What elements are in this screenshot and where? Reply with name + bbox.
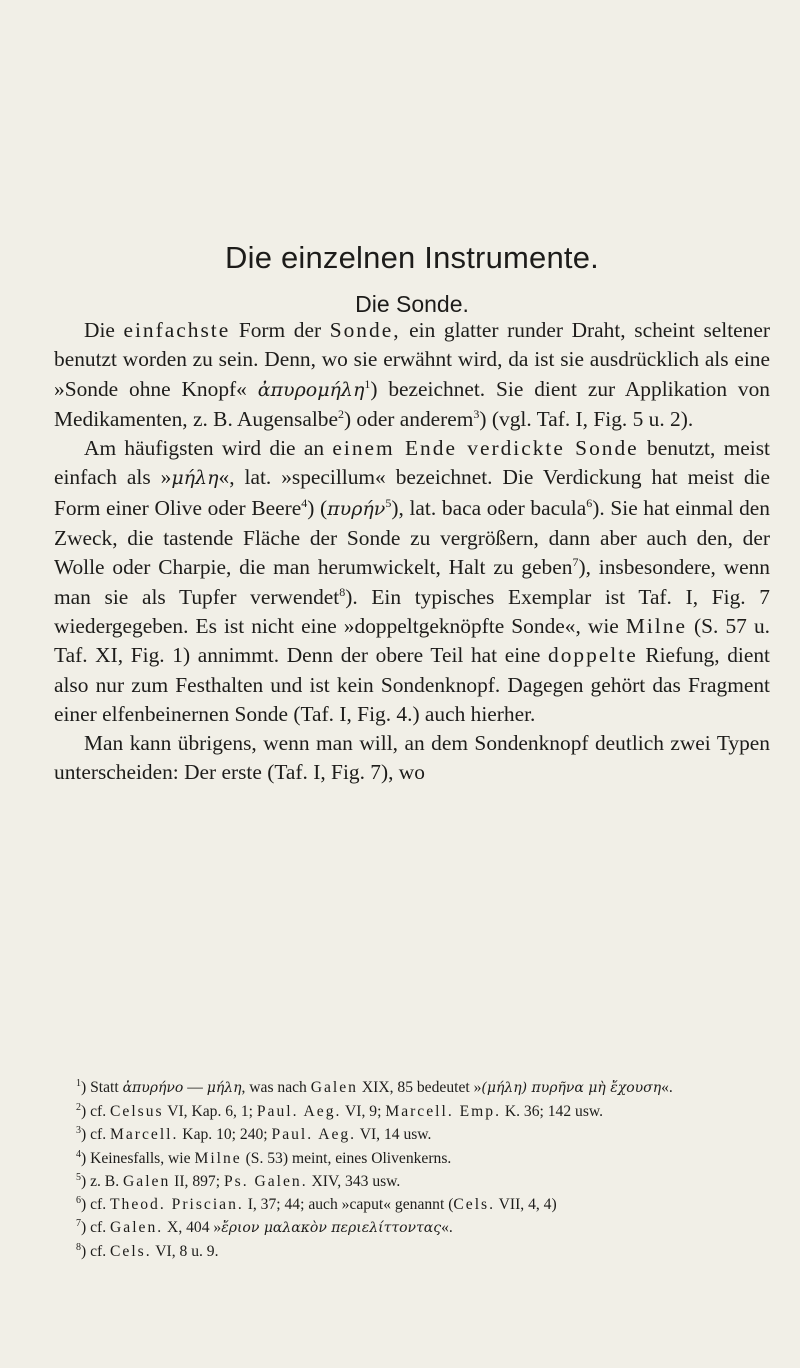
body-text bbox=[54, 316, 770, 788]
paragraph-2: Am häufigsten wird die an einem Ende verdickte Sonde benutzt, meist einfach als »μήλη«, lat. »specillum« bezeichnet. Die Verdickung hat meist die Form einer Olive oder Beere$^4$) (πυρήν$^5$), lat. baca oder bacula$^6$). Sie hat einmal den Zweck, die tastende Fläche der Sonde zu vergrößern, dann aber auch den, der Wolle oder Charpie, die man herumwickelt, Halt zu geben$^7$), insbesondere, wenn man sie als Tupfer verwendet$^8$). Ein typisches Exemplar ist Taf. I, Fig. 7 wiedergegeben. Es ist nicht eine »doppeltgeknöpfte Sonde«, wie Milne (S. 57 u. Taf. XI, Fig. 1) annimmt. Denn der obere Teil hat eine doppelte Riefung, dient also nur zum Festhalten und ist kein Sondenknopf. Dagegen gehört das Fragment einer elfenbeinernen Sonde (Taf. I, Fig. 4.) auch hierher. bbox=[54, 436, 771, 726]
footnote-5: $^5$) z. B. Galen II, 897; Ps. Galen. XIV, 343 usw. bbox=[76, 1171, 401, 1190]
footnote-8: $^8$) cf. Cels. VI, 8 u. 9. bbox=[76, 1242, 219, 1261]
footnote-1: $^1$) Statt ἀπυρήνο — μήλη, was nach Galen XIX, 85 bedeutet »(μήλη) πυρῆνα μὴ ἔχουση«. bbox=[76, 1078, 673, 1096]
footnote-4: $^4$) Keinesfalls, wie Milne (S. 53) meint, eines Olivenkerns. bbox=[76, 1148, 452, 1167]
footnote-7: $^7$) cf. Galen. X, 404 »ἔριον μαλακὸν περιελίττοντας«. bbox=[76, 1218, 453, 1237]
section-title: Die Sonde. bbox=[355, 291, 469, 317]
paragraph-3: Man kann übrigens, wenn man will, an dem Sondenknopf deutlich zwei Typen unterscheiden: Der erste (Taf. I, Fig. 7), wo bbox=[54, 731, 770, 785]
footnote-2: $^2$) cf. Celsus VI, Kap. 6, 1; Paul. Aeg. VI, 9; Marcell. Emp. K. 36; 142 usw. bbox=[76, 1102, 604, 1121]
footnote-6: $^6$) cf. Theod. Priscian. I, 37; 44; auch »caput« genannt (Cels. VII, 4, 4) bbox=[76, 1195, 557, 1214]
paragraph-1: Die einfachste Form der Sonde, ein glatter runder Draht, scheint seltener benutzt worden zu sein. Denn, wo sie erwähnt wird, da ist sie ausdrücklich als eine »Sonde ohne Knopf« ἀπυρομήλη$^1$) bezeichnet. Sie dient zur Applikation von Medikamenten, z. B. Augensalbe$^2$) oder anderem$^3$) (vgl. Taf. I, Fig. 5 u. 2). bbox=[54, 318, 770, 431]
footnotes bbox=[54, 1076, 770, 1264]
footnote-3: $^3$) cf. Marcell. Kap. 10; 240; Paul. Aeg. VI, 14 usw. bbox=[76, 1125, 432, 1144]
chapter-title: Die einzelnen Instrumente. bbox=[225, 240, 599, 275]
